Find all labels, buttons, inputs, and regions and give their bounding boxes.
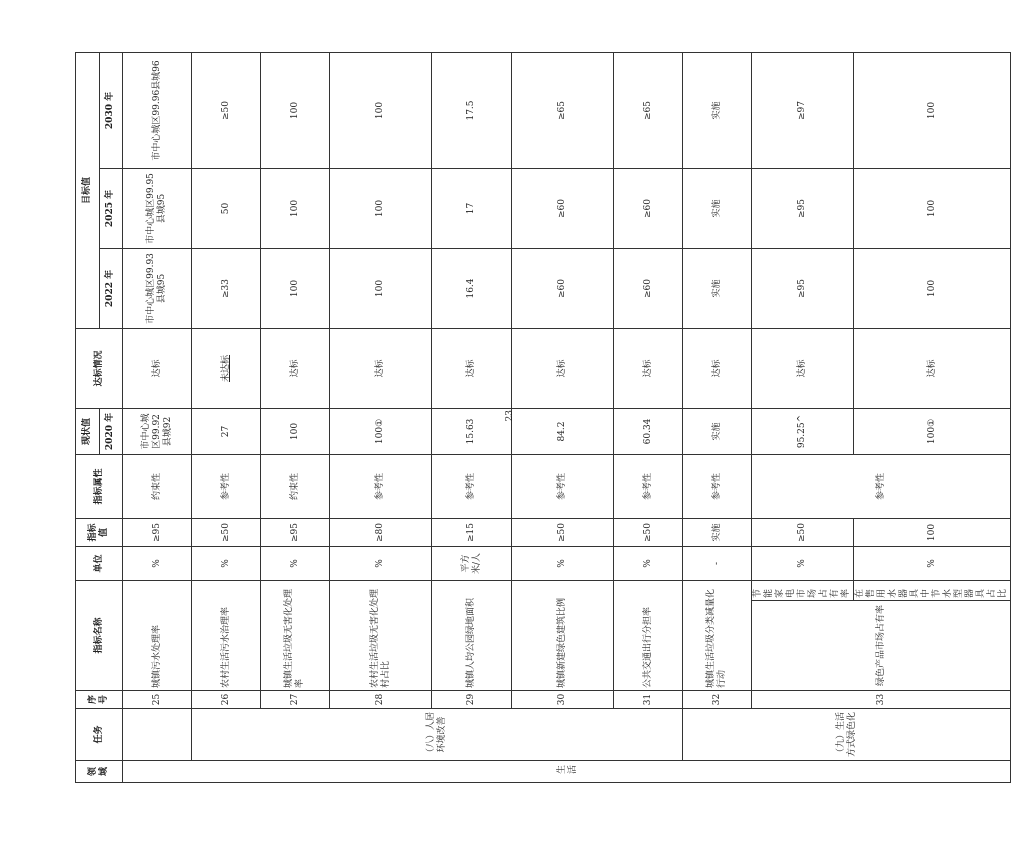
cell-t2030: 市中心城区99.96县城96	[123, 52, 192, 168]
cell-name: 城镇污水处理率	[123, 580, 192, 690]
cell-current: 60.34	[614, 408, 683, 454]
cell-unit: %	[752, 546, 854, 580]
cell-t2030: ≥97	[752, 52, 854, 168]
cell-t2025: ≥95	[752, 168, 854, 248]
cell-t2030: ≥65	[614, 52, 683, 168]
header-row-1	[76, 52, 100, 782]
cell-t2022: 100	[854, 248, 1011, 328]
cell-unit: %	[261, 546, 330, 580]
cell-status: 达标	[123, 328, 192, 408]
header-field: 领域	[76, 761, 123, 783]
cell-t2022: 100	[330, 248, 432, 328]
cell-seq: 27	[261, 691, 330, 709]
header-2022: 2022 年	[99, 248, 123, 328]
header-2020: 2020 年	[99, 408, 123, 454]
cell-unit: -	[683, 546, 752, 580]
cell-seq: 28	[330, 691, 432, 709]
cell-current: 84.2	[512, 408, 614, 454]
cell-t2025: 100	[854, 168, 1011, 248]
cell-name: 农村生活垃圾无害化处理村占比	[330, 580, 432, 690]
cell-unit: 平方米/人	[432, 546, 512, 580]
cell-t2022: ≥33	[192, 248, 261, 328]
cell-seq: 26	[192, 691, 261, 709]
cell-t2030: ≥50	[192, 52, 261, 168]
cell-attr: 约束性	[123, 454, 192, 518]
header-current-value: 现状值	[76, 408, 100, 454]
header-indicator: 指标名称	[76, 580, 123, 690]
cell-t2030: 100	[261, 52, 330, 168]
cell-seq: 31	[614, 691, 683, 709]
cell-t2030: 17.5	[432, 52, 512, 168]
cell-name: 农村生活污水治理率	[192, 580, 261, 690]
header-status: 达标情况	[76, 328, 123, 408]
cell-value: ≥50	[614, 518, 683, 546]
table-row	[432, 52, 512, 782]
cell-value: 实施	[683, 518, 752, 546]
table-row	[261, 52, 330, 782]
task-cell-empty	[123, 709, 192, 761]
cell-t2025: 100	[261, 168, 330, 248]
cell-t2022: ≥60	[614, 248, 683, 328]
cell-value: ≥15	[432, 518, 512, 546]
cell-t2030: 实施	[683, 52, 752, 168]
header-indicator-value: 指标值	[76, 518, 123, 546]
page-number: 23	[505, 410, 515, 422]
cell-t2022: ≥95	[752, 248, 854, 328]
cell-status: 未达标	[192, 328, 261, 408]
cell-value: ≥80	[330, 518, 432, 546]
table-row	[683, 52, 752, 782]
cell-current: 95.25^	[752, 408, 854, 454]
task-9-cell: （九）生活方式绿色化	[683, 709, 1011, 761]
cell-t2030: ≥65	[512, 52, 614, 168]
cell-value: ≥50	[192, 518, 261, 546]
cell-attr: 参考性	[752, 454, 1011, 518]
cell-current: 15.63	[432, 408, 512, 454]
cell-value: 100	[854, 518, 1011, 546]
cell-seq: 33	[752, 691, 1011, 709]
cell-t2022: 16.4	[432, 248, 512, 328]
cell-unit: %	[330, 546, 432, 580]
cell-unit: %	[854, 546, 1011, 580]
cell-seq: 32	[683, 691, 752, 709]
cell-status: 达标	[614, 328, 683, 408]
cell-t2022: ≥60	[512, 248, 614, 328]
cell-unit: %	[614, 546, 683, 580]
cell-t2030: 100	[854, 52, 1011, 168]
cell-name: 城镇新建绿色建筑比例	[512, 580, 614, 690]
cell-current: 实施	[683, 408, 752, 454]
cell-t2025: ≥60	[512, 168, 614, 248]
header-target: 目标值	[76, 52, 100, 328]
cell-unit: %	[192, 546, 261, 580]
cell-t2022: 100	[261, 248, 330, 328]
cell-status: 达标	[683, 328, 752, 408]
cell-t2025: 市中心城区99.95县城95	[123, 168, 192, 248]
cell-status: 达标	[752, 328, 854, 408]
cell-t2025: 17	[432, 168, 512, 248]
cell-status: 达标	[261, 328, 330, 408]
cell-status: 达标	[330, 328, 432, 408]
cell-t2022: 实施	[683, 248, 752, 328]
header-unit: 单位	[76, 546, 123, 580]
cell-name: 城镇生活垃圾分类减量化行动	[683, 580, 752, 690]
cell-attr: 约束性	[261, 454, 330, 518]
cell-value: ≥50	[752, 518, 854, 546]
cell-t2025: ≥60	[614, 168, 683, 248]
cell-status: 达标	[854, 328, 1011, 408]
table-row	[512, 52, 614, 782]
cell-name: 城镇人均公园绿地面积	[432, 580, 512, 690]
indicator-table	[75, 52, 1011, 783]
cell-attr: 参考性	[683, 454, 752, 518]
cell-t2025: 50	[192, 168, 261, 248]
cell-current: 市中心城区99.92县城92	[123, 408, 192, 454]
cell-value: ≥95	[261, 518, 330, 546]
green-products-cell: 绿色产品市场占有率	[752, 601, 1011, 691]
cell-current: 100①	[330, 408, 432, 454]
cell-unit: %	[512, 546, 614, 580]
cell-t2025: 100	[330, 168, 432, 248]
cell-seq: 25	[123, 691, 192, 709]
header-attribute: 指标属性	[76, 454, 123, 518]
table-row	[192, 52, 261, 782]
cell-value: ≥50	[512, 518, 614, 546]
table-row	[123, 52, 192, 782]
cell-current: 100①	[854, 408, 1011, 454]
table-row	[330, 52, 432, 782]
cell-seq: 30	[512, 691, 614, 709]
table-row	[614, 52, 683, 782]
cell-attr: 参考性	[330, 454, 432, 518]
cell-current: 100	[261, 408, 330, 454]
cell-name: 城镇生活垃圾无害化处理率	[261, 580, 330, 690]
task-8-cell: （八）人居环境改善	[192, 709, 683, 761]
cell-t2025: 实施	[683, 168, 752, 248]
header-2025: 2025 年	[99, 168, 123, 248]
cell-value: ≥95	[123, 518, 192, 546]
cell-current: 27	[192, 408, 261, 454]
cell-name: 在售用水器具中节水型器具占比	[854, 580, 1011, 600]
cell-seq: 29	[432, 691, 512, 709]
cell-attr: 参考性	[512, 454, 614, 518]
table-row	[752, 52, 854, 782]
cell-attr: 参考性	[432, 454, 512, 518]
cell-t2022: 市中心城区99.93县城95	[123, 248, 192, 328]
cell-t2030: 100	[330, 52, 432, 168]
header-seq: 序号	[76, 691, 123, 709]
cell-name: 公共交通出行分担率	[614, 580, 683, 690]
cell-attr: 参考性	[614, 454, 683, 518]
cell-unit: %	[123, 546, 192, 580]
cell-status: 达标	[512, 328, 614, 408]
field-cell: 生活	[123, 761, 1011, 783]
header-task: 任务	[76, 709, 123, 761]
cell-name: 节能家电市场占有率	[752, 580, 854, 600]
header-2030: 2030 年	[99, 52, 123, 168]
cell-status: 达标	[432, 328, 512, 408]
cell-attr: 参考性	[192, 454, 261, 518]
